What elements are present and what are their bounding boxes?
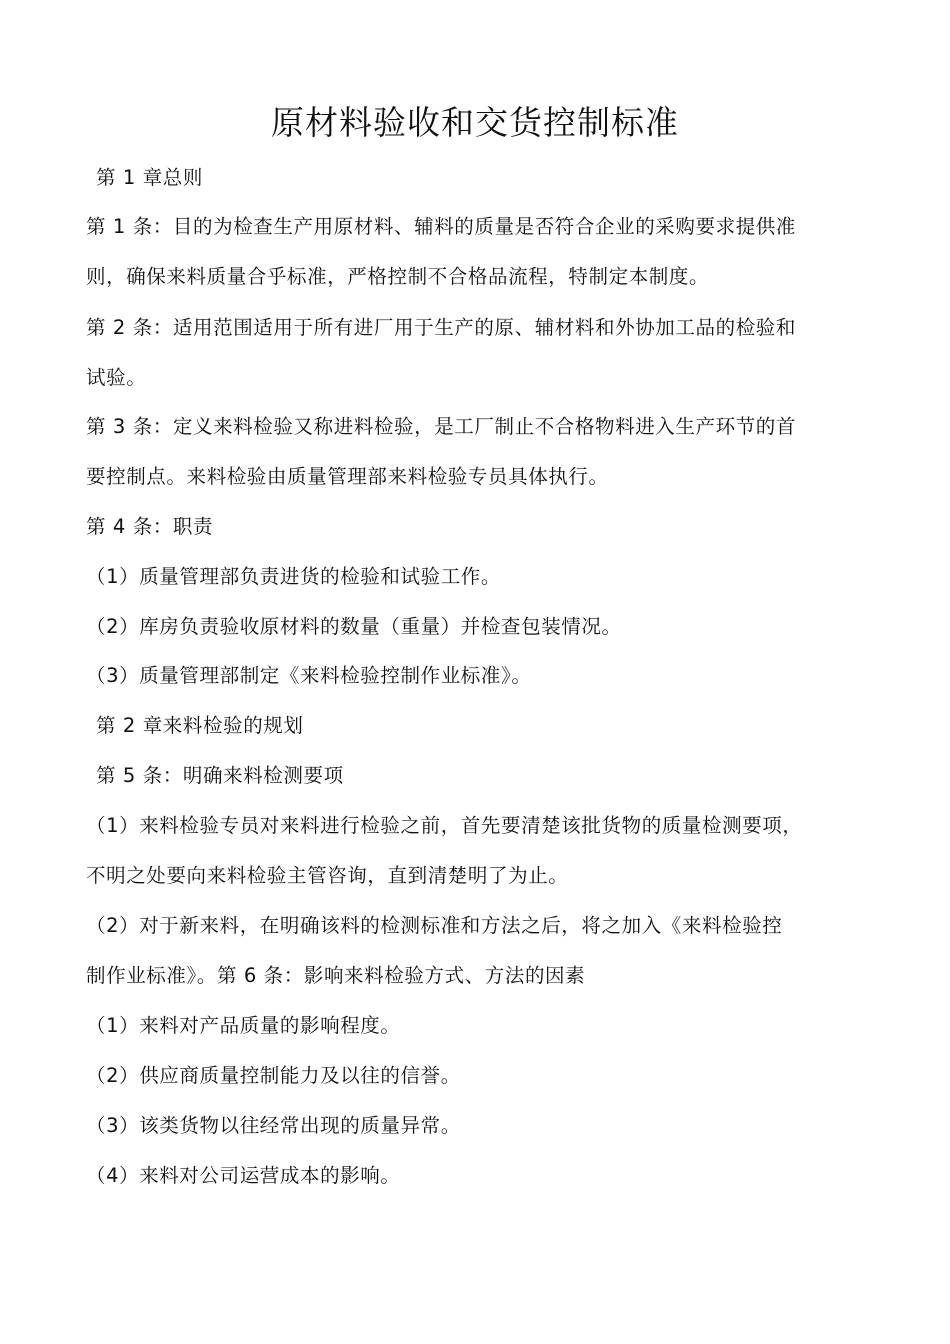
article-heading: 第 5 条：明确来料检测要项 [96, 764, 344, 787]
list-item: （1）来料检验专员对来料进行检验之前，首先要清楚该批货物的质量检测要项， [86, 814, 803, 837]
paragraph-line: 第 3 条：定义来料检验又称进料检验，是工厂制止不合格物料进入生产环节的首 [86, 415, 797, 438]
paragraph-line: 要控制点。来料检验由质量管理部来料检验专员具体执行。 [86, 465, 609, 488]
list-item: （2）对于新来料，在明确该料的检测标准和方法之后，将之加入《来料检验控 [86, 914, 783, 937]
chapter-heading: 第 1 章总则 [96, 166, 204, 189]
list-item: （4）来料对公司运营成本的影响。 [86, 1164, 401, 1187]
document-title: 原材料验收和交货控制标准 [271, 103, 679, 142]
paragraph-line: 试验。 [86, 366, 147, 389]
list-item: （1）质量管理部负责进货的检验和试验工作。 [86, 565, 502, 588]
paragraph-line: 则，确保来料质量合乎标准，严格控制不合格品流程，特制定本制度。 [86, 265, 710, 288]
list-item: （3）质量管理部制定《来料检验控制作业标准》。 [86, 664, 532, 687]
list-item: （2）库房负责验收原材料的数量（重量）并检查包装情况。 [86, 615, 622, 638]
list-item: （3）该类货物以往经常出现的质量异常。 [86, 1114, 461, 1137]
chapter-heading: 第 2 章来料检验的规划 [96, 714, 304, 737]
list-item: （1）来料对产品质量的影响程度。 [86, 1014, 401, 1037]
paragraph-line: 不明之处要向来料检验主管咨询，直到清楚明了为止。 [86, 864, 569, 887]
paragraph-line: 第 1 条：目的为检查生产用原材料、辅料的质量是否符合企业的采购要求提供准 [86, 215, 797, 238]
list-item: （2）供应商质量控制能力及以往的信誉。 [86, 1064, 461, 1087]
paragraph-line: 第 2 条：适用范围适用于所有进厂用于生产的原、辅材料和外协加工品的检验和 [86, 316, 797, 339]
paragraph-line: 制作业标准》。第 6 条：影响来料检验方式、方法的因素 [86, 964, 586, 987]
paragraph-line: 第 4 条：职责 [86, 515, 214, 538]
